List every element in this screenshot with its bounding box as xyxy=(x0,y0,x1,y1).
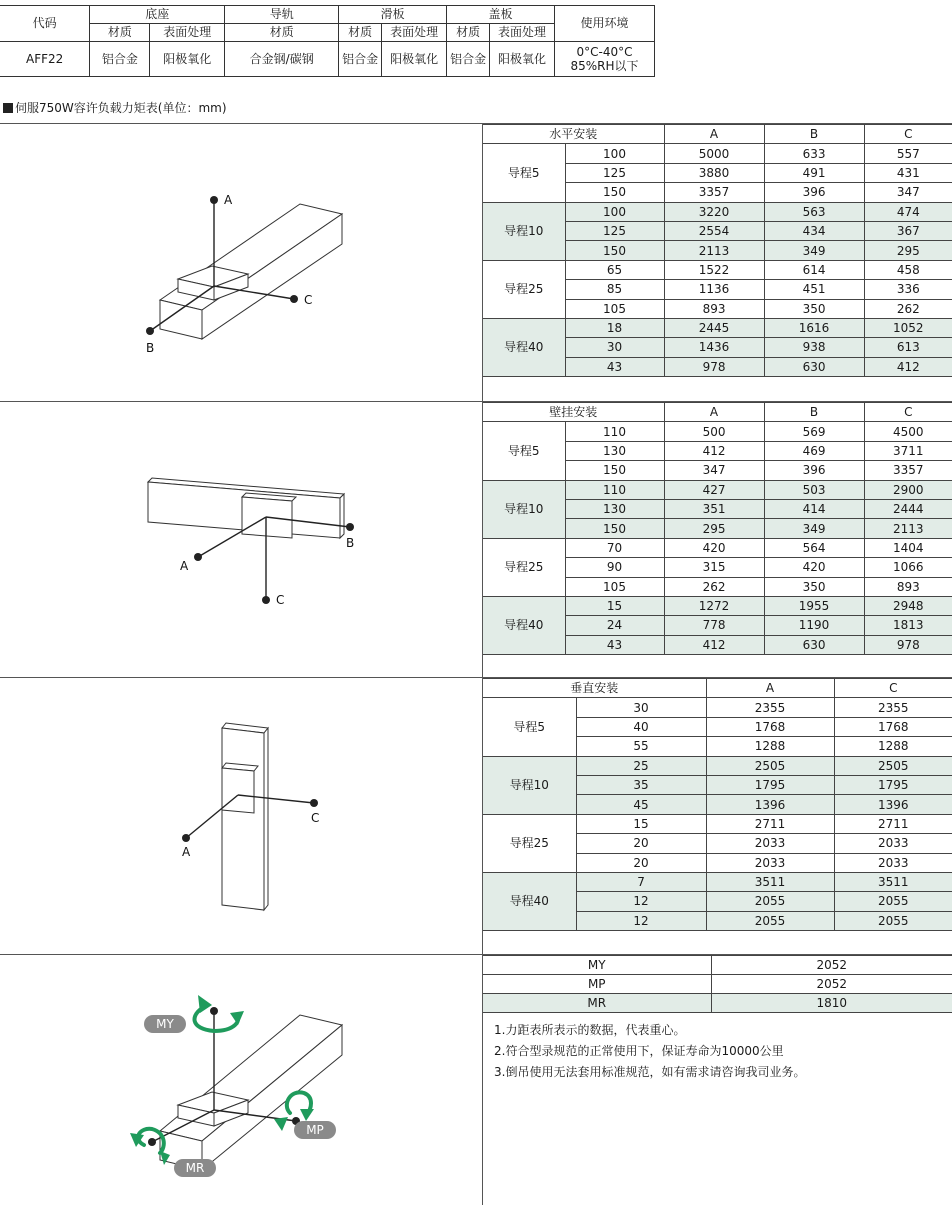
header-row xyxy=(483,679,952,698)
slide-surface: 阳极氧化 xyxy=(382,42,447,77)
value-cell: 778 xyxy=(664,616,764,635)
column-header: A xyxy=(706,679,834,698)
note-1: 1.力距表所表示的数据，代表重心。 xyxy=(494,1023,686,1037)
spec-table xyxy=(0,5,655,77)
value-cell: 1768 xyxy=(706,717,834,736)
value-cell: 2055 xyxy=(834,892,952,911)
value-cell: 2055 xyxy=(706,911,834,930)
base-surface: 阳极氧化 xyxy=(150,42,225,77)
value-cell: 396 xyxy=(764,183,864,202)
stroke-cell: 12 xyxy=(576,911,706,930)
env-line1: 0°C-40°C xyxy=(576,45,633,59)
mount-type-header: 水平安装 xyxy=(483,125,664,144)
section-title-text: 伺服750W容许负载力矩表(单位：mm) xyxy=(15,101,227,115)
value-cell: 347 xyxy=(664,461,764,480)
value-cell: 2445 xyxy=(664,318,764,337)
value-cell: 2554 xyxy=(664,221,764,240)
value-cell: 2505 xyxy=(834,756,952,775)
column-header: A xyxy=(664,403,764,422)
section-title xyxy=(3,99,227,116)
table-row xyxy=(483,698,952,717)
code-value: AFF22 xyxy=(0,42,90,77)
value-cell: 1136 xyxy=(664,280,764,299)
value-cell: 336 xyxy=(864,280,952,299)
value-cell: 3357 xyxy=(664,183,764,202)
column-header: C xyxy=(834,679,952,698)
lead-group-label: 导程10 xyxy=(483,756,576,814)
label-mp: MP xyxy=(306,1123,324,1137)
value-cell: 2055 xyxy=(834,911,952,930)
table-row xyxy=(483,144,952,163)
column-header: B xyxy=(764,125,864,144)
table-row xyxy=(483,202,952,221)
value-cell: 630 xyxy=(764,635,864,654)
label-my: MY xyxy=(156,1017,174,1031)
square-bullet-icon xyxy=(3,103,13,113)
table-row xyxy=(483,422,952,441)
value-cell: 1404 xyxy=(864,538,952,557)
lead-group-label: 导程5 xyxy=(483,698,576,756)
stroke-cell: 7 xyxy=(576,872,706,891)
rail-header: 导轨 xyxy=(225,6,339,24)
value-cell: 3711 xyxy=(864,441,952,460)
cover-header: 盖板 xyxy=(447,6,555,24)
stroke-cell: 90 xyxy=(565,558,664,577)
table-row xyxy=(483,814,952,833)
value-cell: 503 xyxy=(764,480,864,499)
value-cell: 262 xyxy=(864,299,952,318)
value-cell: 2948 xyxy=(864,596,952,615)
value-cell: 1813 xyxy=(864,616,952,635)
value-cell: 2505 xyxy=(706,756,834,775)
value-cell: 2900 xyxy=(864,480,952,499)
value-cell: 2033 xyxy=(834,853,952,872)
stroke-cell: 105 xyxy=(565,299,664,318)
value-cell: 2355 xyxy=(706,698,834,717)
value-cell: 978 xyxy=(664,357,764,376)
value-cell: 1396 xyxy=(834,795,952,814)
env-line2: 85%RH以下 xyxy=(570,59,639,73)
value-cell: 469 xyxy=(764,441,864,460)
value-cell: 414 xyxy=(764,499,864,518)
stroke-cell: 110 xyxy=(565,422,664,441)
table-row xyxy=(483,596,952,615)
value-cell: 458 xyxy=(864,260,952,279)
value-cell: 1052 xyxy=(864,318,952,337)
value-cell: 3511 xyxy=(706,872,834,891)
lead-group-label: 导程5 xyxy=(483,144,565,202)
stroke-cell: 25 xyxy=(576,756,706,775)
value-cell: 3220 xyxy=(664,202,764,221)
value-cell: 614 xyxy=(764,260,864,279)
lead-group-label: 导程40 xyxy=(483,596,565,654)
lead-group-label: 导程10 xyxy=(483,202,565,260)
horizontal-mount-diagram xyxy=(0,124,482,401)
value-cell: 1768 xyxy=(834,717,952,736)
table-row xyxy=(483,260,952,279)
axis-label-b: B xyxy=(146,341,155,355)
value-cell: 893 xyxy=(664,299,764,318)
column-header: C xyxy=(864,125,952,144)
value-cell: 1288 xyxy=(834,737,952,756)
sub-header: 表面处理 xyxy=(490,24,555,42)
stroke-cell: 15 xyxy=(576,814,706,833)
axis-label-c: C xyxy=(276,593,285,607)
value-cell: 2033 xyxy=(834,834,952,853)
value-cell: 3357 xyxy=(864,461,952,480)
table-row xyxy=(483,872,952,891)
slide-header: 滑板 xyxy=(339,6,447,24)
stroke-cell: 20 xyxy=(576,853,706,872)
value-cell: 347 xyxy=(864,183,952,202)
value-cell: 491 xyxy=(764,163,864,182)
notes xyxy=(494,1020,805,1083)
value-cell: 2033 xyxy=(706,834,834,853)
stroke-cell: 150 xyxy=(565,241,664,260)
table-row xyxy=(483,480,952,499)
vertical-load-table xyxy=(483,678,952,931)
stroke-cell: 65 xyxy=(565,260,664,279)
stroke-cell: 100 xyxy=(565,202,664,221)
value-cell: 431 xyxy=(864,163,952,182)
slide-material: 铝合金 xyxy=(339,42,382,77)
code-header: 代码 xyxy=(0,6,90,42)
column-header: A xyxy=(664,125,764,144)
value-cell: 420 xyxy=(664,538,764,557)
stroke-cell: 125 xyxy=(565,163,664,182)
value-cell: 474 xyxy=(864,202,952,221)
value-cell: 5000 xyxy=(664,144,764,163)
column-header: C xyxy=(864,403,952,422)
value-cell: 1522 xyxy=(664,260,764,279)
cover-surface: 阳极氧化 xyxy=(490,42,555,77)
lead-group-label: 导程25 xyxy=(483,814,576,872)
value-cell: 630 xyxy=(764,357,864,376)
lead-group-label: 导程5 xyxy=(483,422,565,480)
column-header: B xyxy=(764,403,864,422)
stroke-cell: 130 xyxy=(565,441,664,460)
value-cell: 351 xyxy=(664,499,764,518)
value-cell: 295 xyxy=(864,241,952,260)
stroke-cell: 15 xyxy=(565,596,664,615)
stroke-cell: 35 xyxy=(576,775,706,794)
value-cell: 350 xyxy=(764,577,864,596)
value-cell: 412 xyxy=(864,357,952,376)
value-cell: 349 xyxy=(764,241,864,260)
moment-value: 1810 xyxy=(711,994,952,1013)
header-row xyxy=(483,403,952,422)
lead-group-label: 导程40 xyxy=(483,318,565,376)
value-cell: 315 xyxy=(664,558,764,577)
base-material: 铝合金 xyxy=(90,42,150,77)
wall-load-table xyxy=(483,402,952,655)
stroke-cell: 105 xyxy=(565,577,664,596)
header-row xyxy=(483,125,952,144)
value-cell: 396 xyxy=(764,461,864,480)
stroke-cell: 40 xyxy=(576,717,706,736)
value-cell: 1955 xyxy=(764,596,864,615)
stroke-cell: 45 xyxy=(576,795,706,814)
sub-header: 表面处理 xyxy=(150,24,225,42)
value-cell: 4500 xyxy=(864,422,952,441)
axis-label-a: A xyxy=(182,845,191,859)
table-row xyxy=(483,538,952,557)
stroke-cell: 55 xyxy=(576,737,706,756)
value-cell: 412 xyxy=(664,635,764,654)
value-cell: 569 xyxy=(764,422,864,441)
wall-mount-diagram xyxy=(0,402,482,677)
lead-group-label: 导程25 xyxy=(483,260,565,318)
stroke-cell: 43 xyxy=(565,635,664,654)
value-cell: 564 xyxy=(764,538,864,557)
stroke-cell: 18 xyxy=(565,318,664,337)
value-cell: 1795 xyxy=(834,775,952,794)
stroke-cell: 130 xyxy=(565,499,664,518)
mount-type-header: 壁挂安装 xyxy=(483,403,664,422)
stroke-cell: 125 xyxy=(565,221,664,240)
value-cell: 420 xyxy=(764,558,864,577)
moment-value: 2052 xyxy=(711,956,952,975)
value-cell: 563 xyxy=(764,202,864,221)
value-cell: 1795 xyxy=(706,775,834,794)
value-cell: 451 xyxy=(764,280,864,299)
stroke-cell: 24 xyxy=(565,616,664,635)
sub-header: 材质 xyxy=(339,24,382,42)
horizontal-load-table xyxy=(483,124,952,377)
moment-name: MP xyxy=(483,975,711,994)
vertical-mount-diagram xyxy=(0,678,482,954)
value-cell: 3880 xyxy=(664,163,764,182)
stroke-cell: 20 xyxy=(576,834,706,853)
value-cell: 1616 xyxy=(764,318,864,337)
stroke-cell: 150 xyxy=(565,461,664,480)
stroke-cell: 12 xyxy=(576,892,706,911)
table-row xyxy=(483,975,952,994)
axis-label-a: A xyxy=(224,193,233,207)
table-row xyxy=(483,756,952,775)
axis-label-b: B xyxy=(346,536,355,550)
moment-table xyxy=(483,955,952,1013)
stroke-cell: 150 xyxy=(565,519,664,538)
value-cell: 2711 xyxy=(834,814,952,833)
sub-header: 材质 xyxy=(447,24,490,42)
value-cell: 1436 xyxy=(664,338,764,357)
value-cell: 350 xyxy=(764,299,864,318)
value-cell: 412 xyxy=(664,441,764,460)
value-cell: 295 xyxy=(664,519,764,538)
env-value xyxy=(555,42,655,77)
stroke-cell: 150 xyxy=(565,183,664,202)
value-cell: 367 xyxy=(864,221,952,240)
value-cell: 434 xyxy=(764,221,864,240)
axis-label-a: A xyxy=(180,559,189,573)
note-2: 2.符合型录规范的正常使用下，保证寿命为10000公里 xyxy=(494,1044,784,1058)
value-cell: 557 xyxy=(864,144,952,163)
value-cell: 2711 xyxy=(706,814,834,833)
moment-name: MR xyxy=(483,994,711,1013)
value-cell: 633 xyxy=(764,144,864,163)
value-cell: 1066 xyxy=(864,558,952,577)
value-cell: 2113 xyxy=(664,241,764,260)
lead-group-label: 导程40 xyxy=(483,872,576,930)
lead-group-label: 导程10 xyxy=(483,480,565,538)
note-3: 3.倒吊使用无法套用标准规范，如有需求请咨询我司业务。 xyxy=(494,1065,806,1079)
stroke-cell: 70 xyxy=(565,538,664,557)
value-cell: 1190 xyxy=(764,616,864,635)
value-cell: 1288 xyxy=(706,737,834,756)
value-cell: 1272 xyxy=(664,596,764,615)
value-cell: 500 xyxy=(664,422,764,441)
moment-diagram xyxy=(0,955,482,1205)
value-cell: 893 xyxy=(864,577,952,596)
value-cell: 349 xyxy=(764,519,864,538)
sub-header: 表面处理 xyxy=(382,24,447,42)
base-header: 底座 xyxy=(90,6,225,24)
stroke-cell: 43 xyxy=(565,357,664,376)
env-header: 使用环境 xyxy=(555,6,655,42)
axis-label-c: C xyxy=(311,811,320,825)
stroke-cell: 30 xyxy=(576,698,706,717)
value-cell: 2055 xyxy=(706,892,834,911)
value-cell: 978 xyxy=(864,635,952,654)
value-cell: 427 xyxy=(664,480,764,499)
stroke-cell: 110 xyxy=(565,480,664,499)
table-row xyxy=(483,994,952,1013)
moment-name: MY xyxy=(483,956,711,975)
value-cell: 262 xyxy=(664,577,764,596)
value-cell: 1396 xyxy=(706,795,834,814)
table-row xyxy=(483,956,952,975)
value-cell: 938 xyxy=(764,338,864,357)
stroke-cell: 85 xyxy=(565,280,664,299)
moment-value: 2052 xyxy=(711,975,952,994)
axis-label-c: C xyxy=(304,293,313,307)
stroke-cell: 100 xyxy=(565,144,664,163)
value-cell: 2113 xyxy=(864,519,952,538)
sub-header: 材质 xyxy=(225,24,339,42)
value-cell: 3511 xyxy=(834,872,952,891)
rail-material: 合金钢/碳钢 xyxy=(225,42,339,77)
stroke-cell: 30 xyxy=(565,338,664,357)
value-cell: 2033 xyxy=(706,853,834,872)
lead-group-label: 导程25 xyxy=(483,538,565,596)
sub-header: 材质 xyxy=(90,24,150,42)
value-cell: 613 xyxy=(864,338,952,357)
table-row xyxy=(483,318,952,337)
value-cell: 2355 xyxy=(834,698,952,717)
value-cell: 2444 xyxy=(864,499,952,518)
cover-material: 铝合金 xyxy=(447,42,490,77)
mount-type-header: 垂直安装 xyxy=(483,679,706,698)
label-mr: MR xyxy=(185,1161,205,1175)
